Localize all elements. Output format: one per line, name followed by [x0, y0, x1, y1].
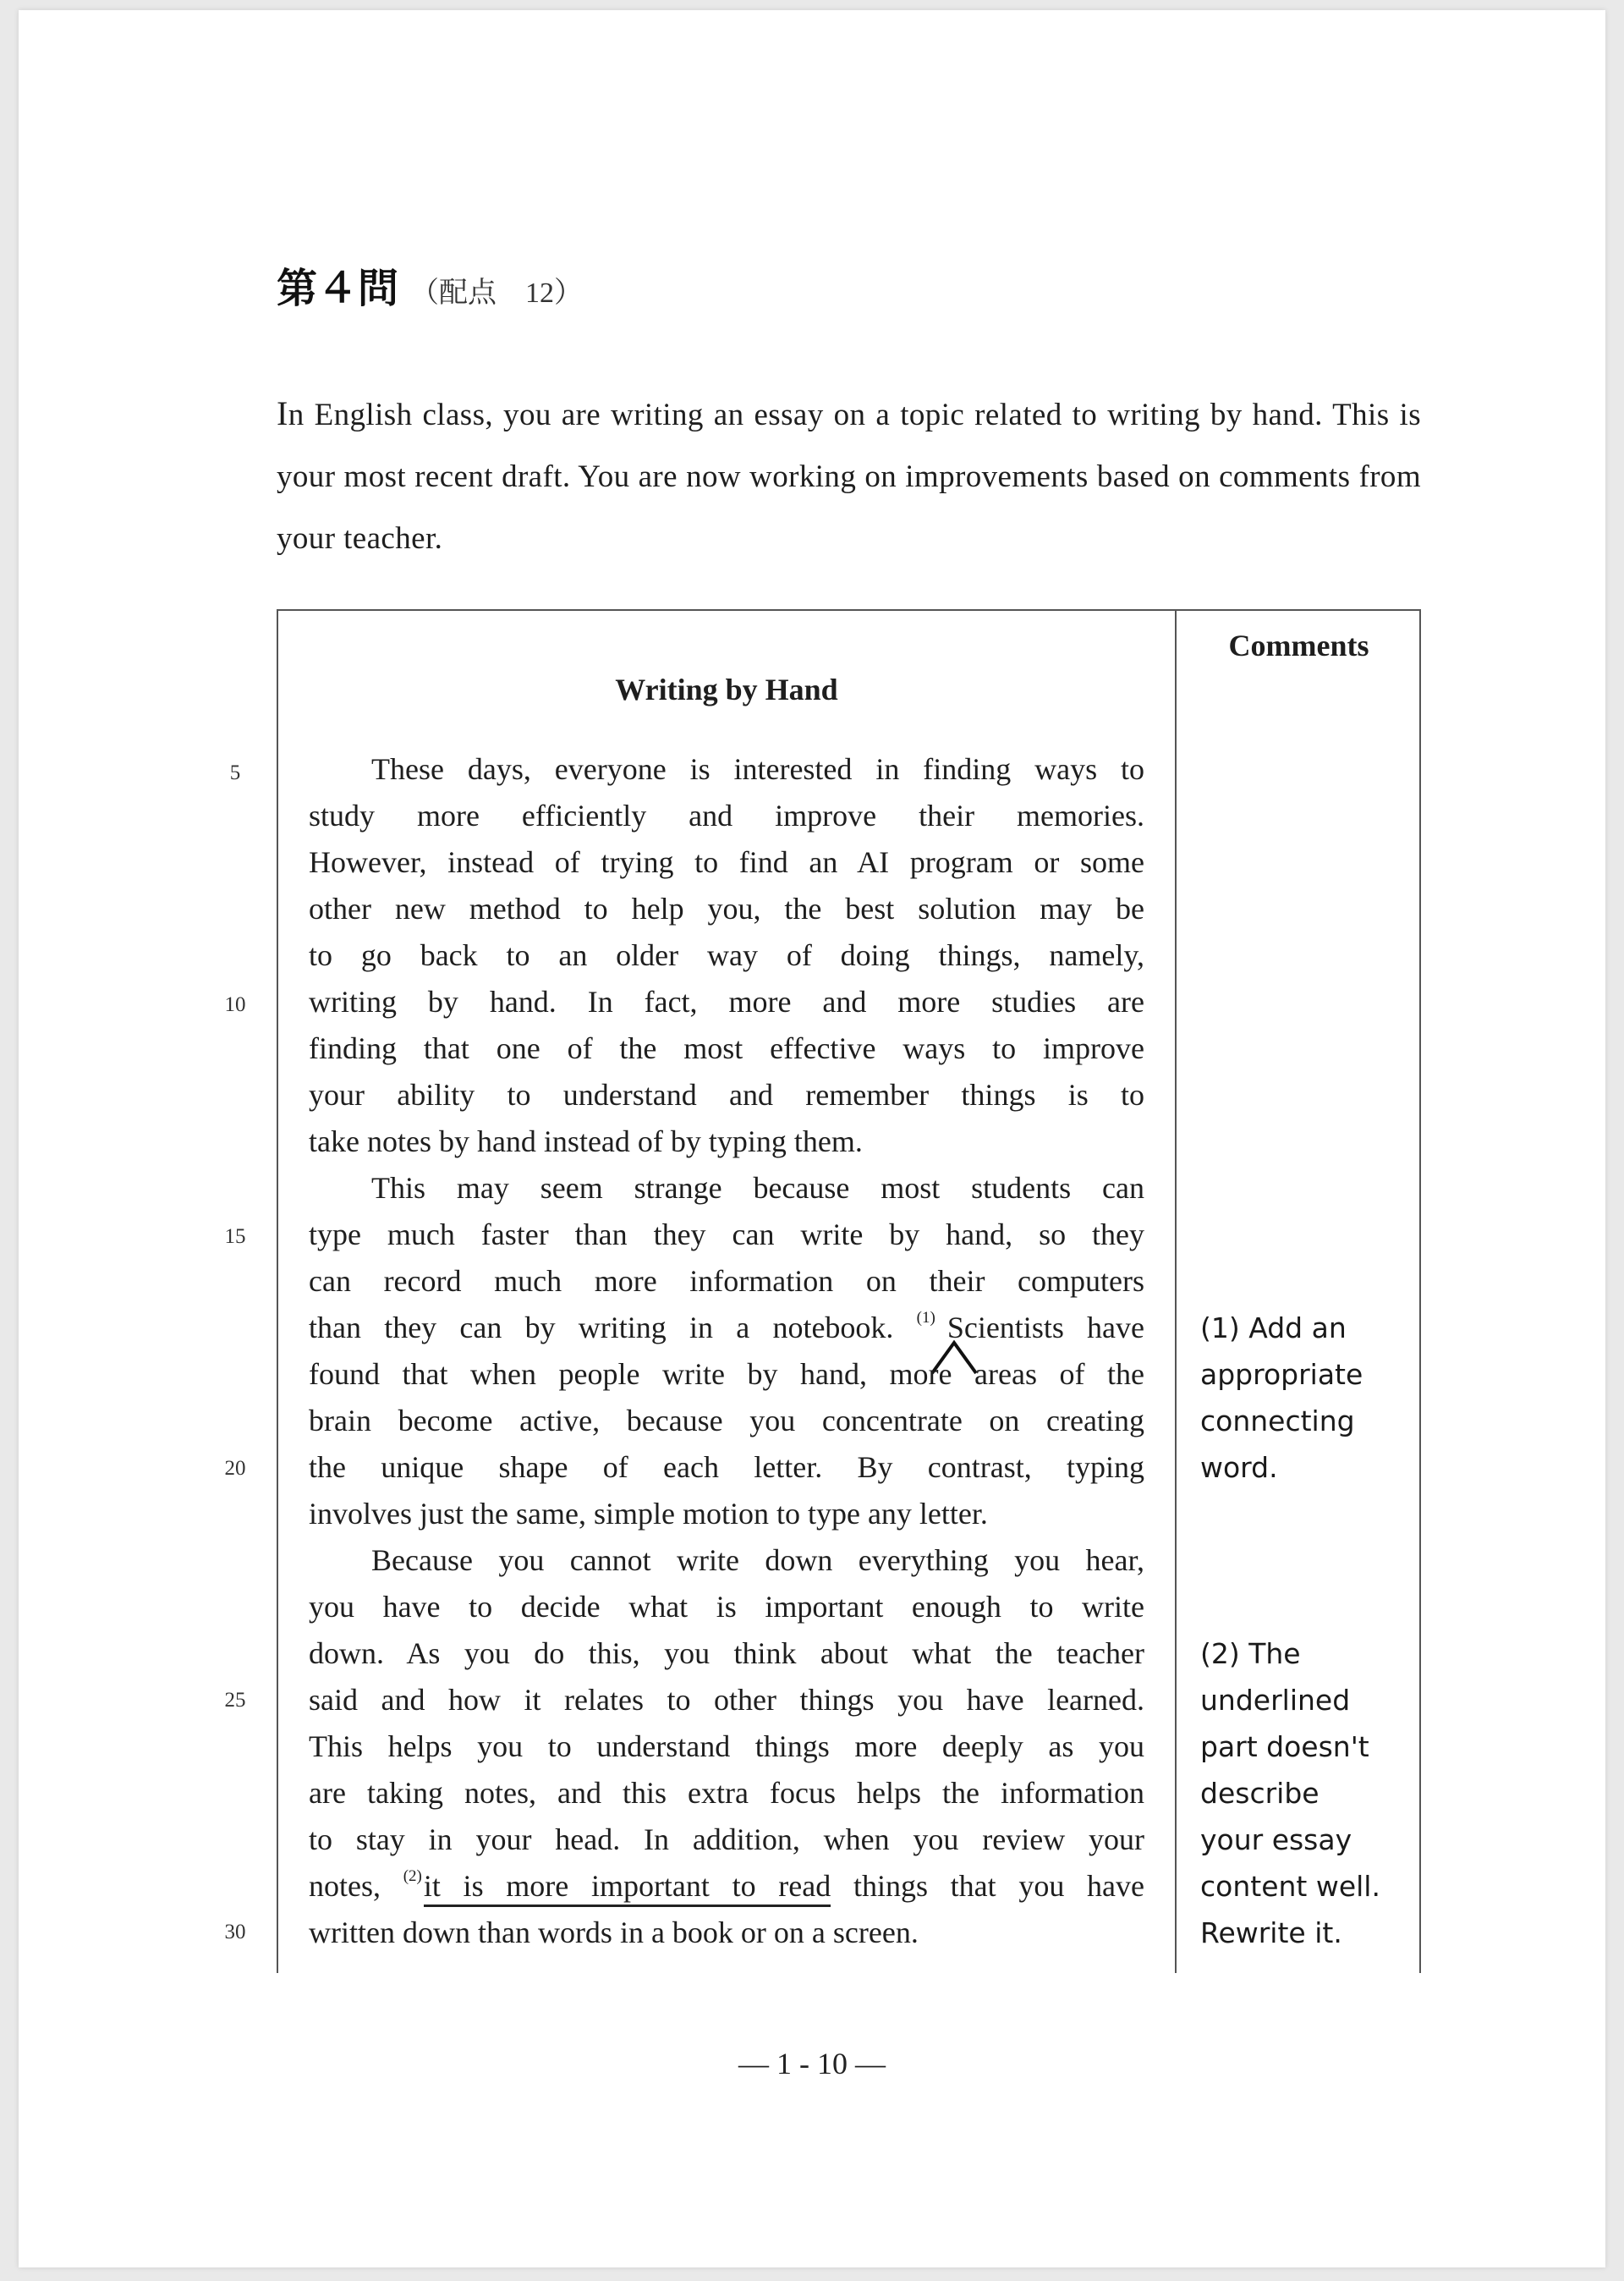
marker-1: (1): [916, 1309, 935, 1327]
essay-line: are taking notes, and this extra focus helps the information: [309, 1776, 1144, 1810]
comment-line: word.: [1200, 1451, 1278, 1484]
essay-line: Because you cannot write down everything you hear,: [371, 1543, 1144, 1577]
essay-line-marked-2: [309, 1863, 1144, 1910]
question-number: 第４問: [277, 265, 399, 312]
essay-line: can record much more information on their computers: [309, 1264, 1144, 1298]
essay-line: other new method to help you, the best solution may be: [309, 892, 1144, 926]
essay-line: This may seem strange because most students can: [371, 1171, 1144, 1205]
column-divider: [1175, 611, 1177, 1973]
essay-box: [277, 609, 1421, 1973]
essay-line: to go back to an older way of doing things, namely,: [309, 938, 1144, 972]
line-number: 5: [229, 761, 241, 784]
comment-line: part doesn't: [1200, 1730, 1369, 1763]
marker-2: (2): [403, 1867, 422, 1885]
essay-line: finding that one of the most effective ways to improve: [309, 1031, 1144, 1065]
essay-line: said and how it relates to other things you have learned.: [309, 1683, 1144, 1717]
essay-line: writing by hand. In fact, more and more studies are: [309, 985, 1144, 1019]
essay-line: type much faster than they can write by hand, so they: [309, 1217, 1144, 1251]
question-points: （配点 12）: [410, 278, 584, 309]
comments-header: Comments: [1228, 629, 1369, 662]
exam-page: [19, 10, 1605, 2267]
comment-line: (2) The: [1200, 1637, 1301, 1670]
line-text: than they can by writing in a notebook.: [309, 1311, 894, 1344]
essay-line: found that when people write by hand, more areas of the: [309, 1357, 1144, 1391]
essay-title: Writing by Hand: [615, 673, 838, 706]
line-text: things that you have: [853, 1869, 1145, 1903]
comment-line: your essay: [1200, 1823, 1352, 1856]
essay-line: take notes by hand instead of by typing them.: [309, 1124, 863, 1158]
line-number: 15: [224, 1225, 246, 1248]
comment-line: underlined: [1200, 1684, 1351, 1717]
essay-line: brain become active, because you concentrate on creating: [309, 1404, 1144, 1437]
line-number: 20: [224, 1457, 246, 1480]
essay-line: However, instead of trying to find an AI program or some: [309, 845, 1144, 879]
line-text: notes,: [309, 1869, 381, 1903]
comment-line: describe: [1200, 1777, 1320, 1810]
line-number: 30: [224, 1921, 246, 1943]
essay-line: involves just the same, simple motion to type any letter.: [309, 1497, 988, 1531]
comment-line: Rewrite it.: [1200, 1916, 1342, 1949]
essay-line: the unique shape of each letter. By contrast, typing: [309, 1450, 1144, 1484]
essay-line: written down than words in a book or on a screen.: [309, 1915, 919, 1949]
page-number: — 1 - 10 —: [738, 2047, 886, 2080]
line-number: 10: [224, 993, 246, 1016]
comment-line: content well.: [1200, 1870, 1380, 1903]
underlined-phrase: it is more important to read: [424, 1869, 831, 1907]
essay-line: your ability to understand and remember things is to: [309, 1078, 1144, 1112]
essay-line: These days, everyone is interested in finding ways to: [371, 752, 1144, 786]
essay-line-marked-1: [309, 1305, 1144, 1351]
essay-line: This helps you to understand things more deeply as you: [309, 1729, 1144, 1763]
essay-line: to stay in your head. In addition, when you review your: [309, 1822, 1144, 1856]
comment-line: appropriate: [1200, 1358, 1363, 1391]
essay-line: you have to decide what is important enough to write: [309, 1590, 1144, 1624]
comment-line: connecting: [1200, 1404, 1355, 1437]
line-text: Scientists have: [946, 1311, 1145, 1344]
essay-line: down. As you do this, you think about what the teacher: [309, 1636, 1144, 1670]
question-heading: [277, 256, 583, 314]
comment-line: (1) Add an: [1200, 1311, 1347, 1344]
essay-line: study more efficiently and improve their memories.: [309, 799, 1144, 833]
line-number: 25: [224, 1689, 246, 1712]
instructions-paragraph: In English class, you are writing an essay on a topic related to writing by hand. This is your most recent draft. You are now working on improvements based on comments from your teacher.: [277, 394, 1421, 556]
